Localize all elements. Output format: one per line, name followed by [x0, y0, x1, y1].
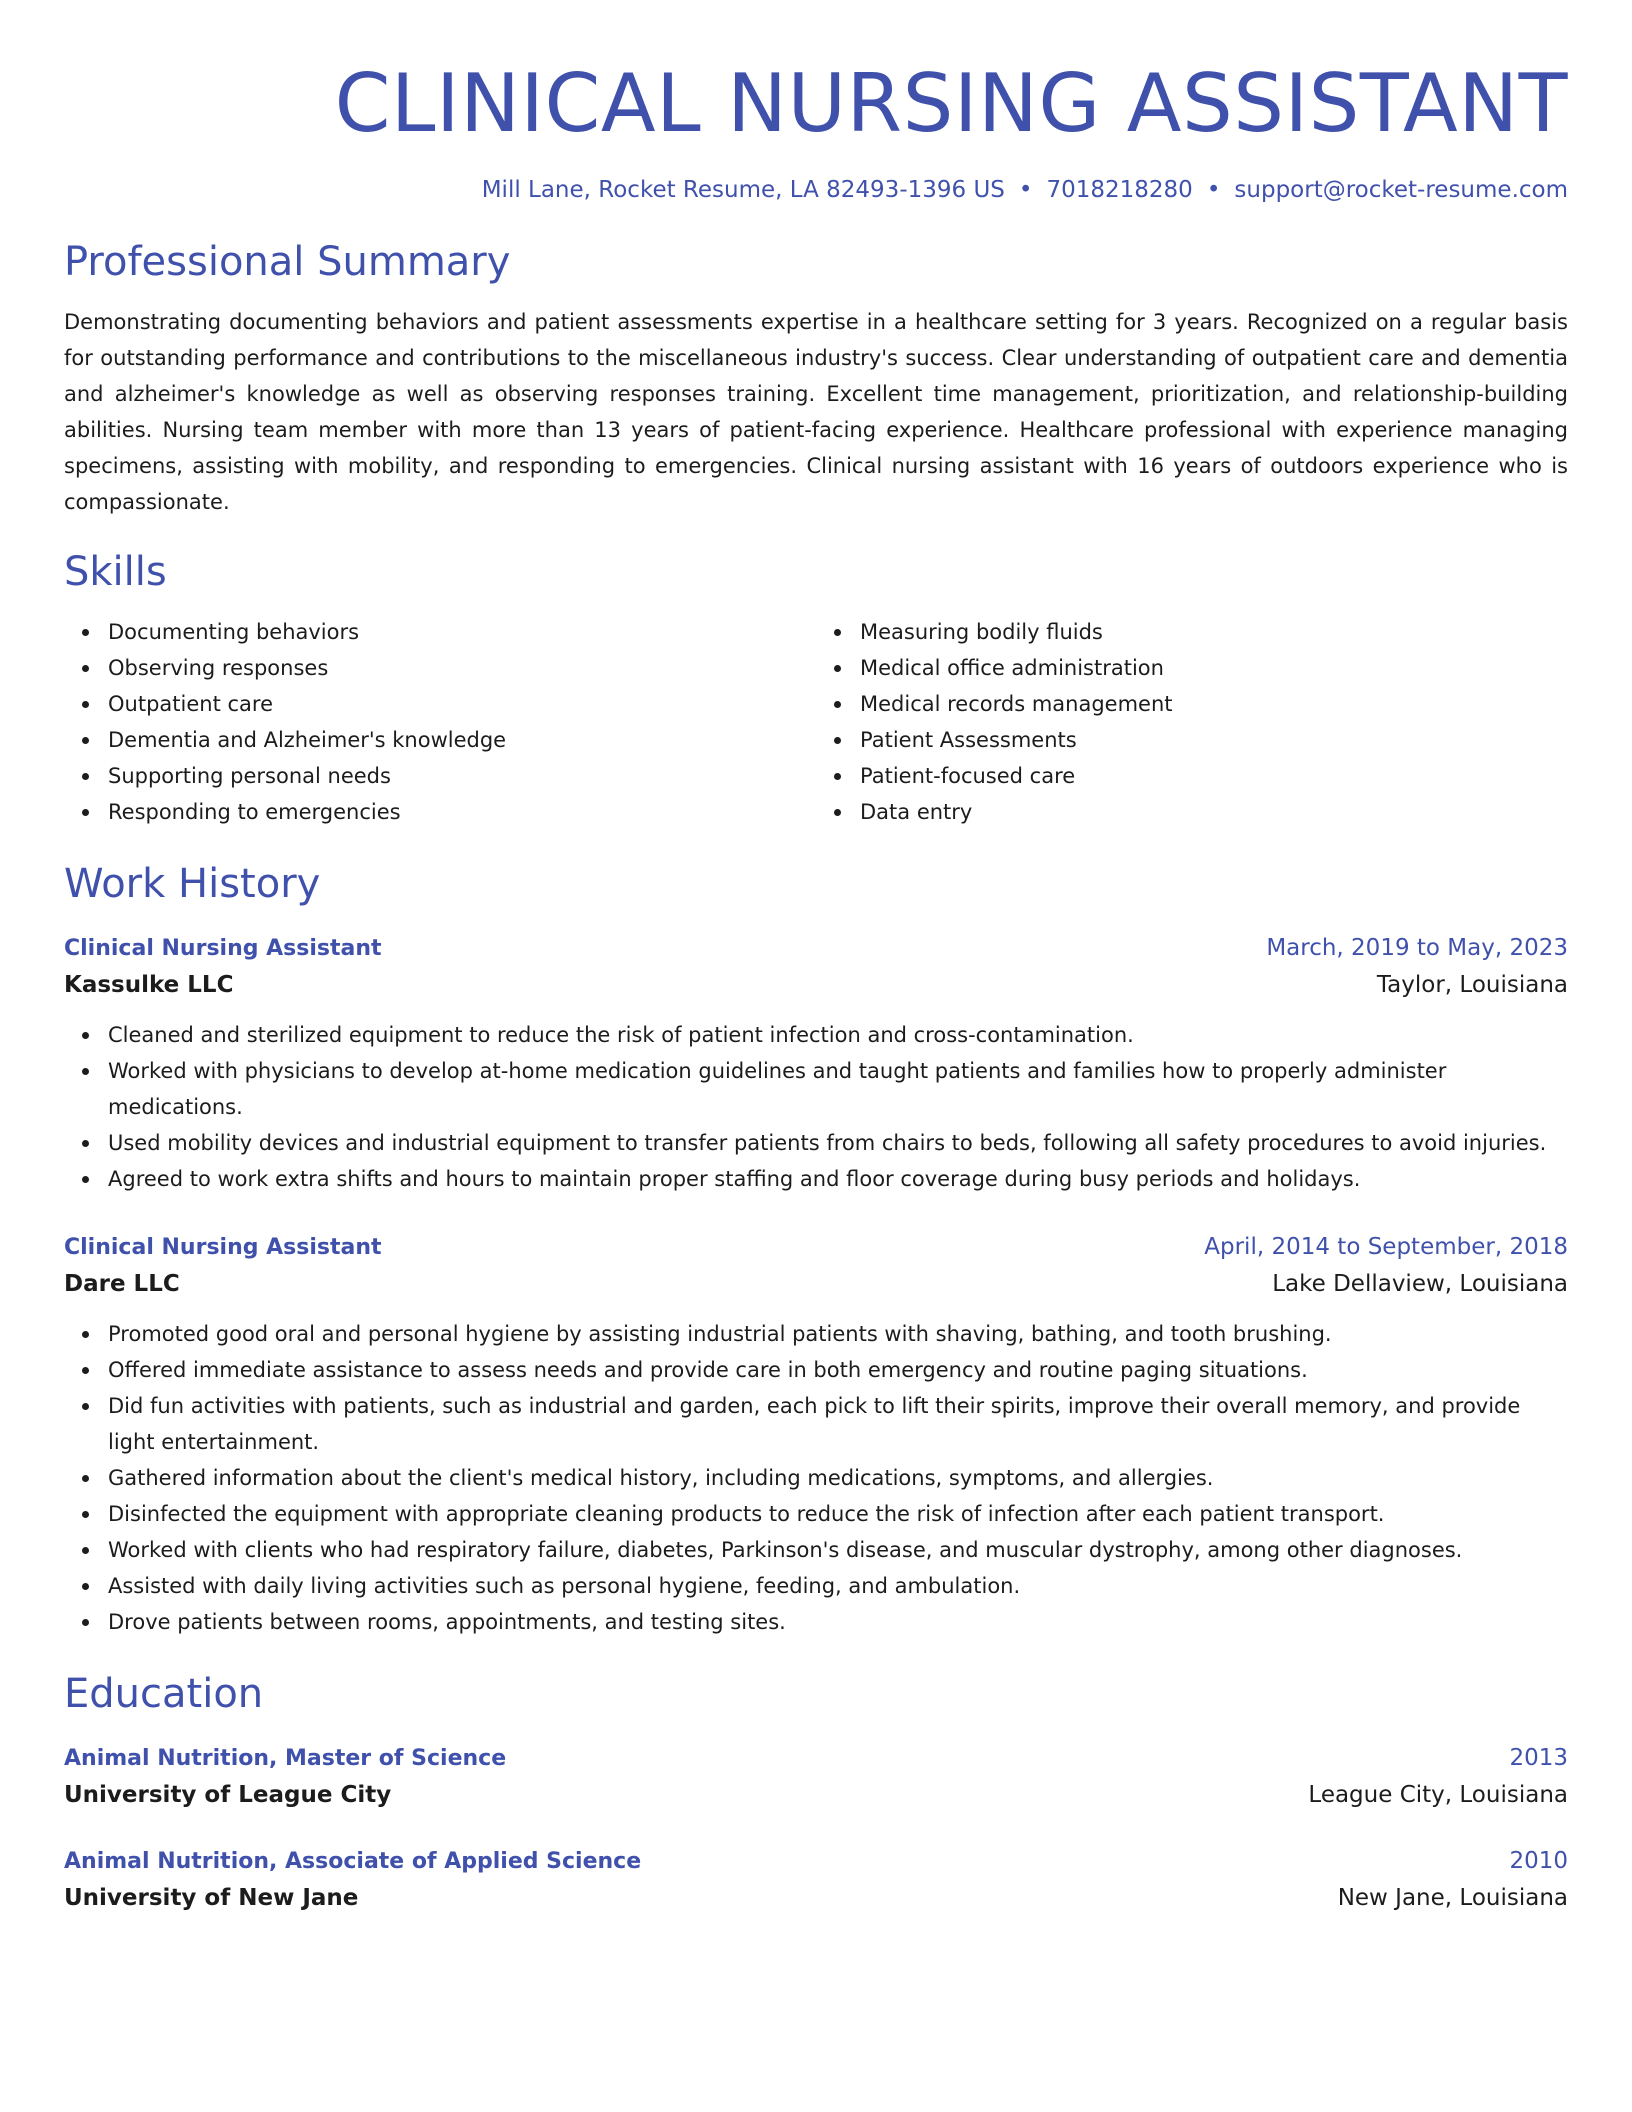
education-entry — [64, 1845, 1568, 1918]
education-entry — [64, 1742, 1568, 1815]
job-title: Clinical Nursing Assistant — [64, 936, 382, 961]
skills-column-right — [816, 614, 1568, 830]
contact-phone: 7018218280 — [1046, 177, 1193, 203]
contact-line — [64, 174, 1568, 206]
skills-heading: Skills — [64, 549, 167, 595]
duty-item: Cleaned and sterilized equipment to reduce the risk of patient infection and cross-contamination. — [108, 1017, 1568, 1053]
duty-item: Promoted good oral and personal hygiene by assisting industrial patients with shaving, bathing, and tooth brushing. — [108, 1316, 1568, 1352]
skill-item: Data entry — [860, 794, 1568, 830]
duty-item: Offered immediate assistance to assess needs and provide care in both emergency and routine paging situations. — [108, 1352, 1568, 1388]
company-name: Dare LLC — [64, 1271, 180, 1297]
contact-separator: • — [1018, 177, 1033, 203]
skill-item: Medical office administration — [860, 650, 1568, 686]
skills-list — [64, 614, 1568, 830]
summary-text: Demonstrating documenting behaviors and patient assessments expertise in a healthcare setting for 3 years. Recognized on a regular basis for outstanding performance and contributions to the miscellaneous industry's success. Clear understanding of outpatient care and dementia and alzheimer's knowledge as well as observing responses training. Excellent time management, prioritization, and relationship-building abilities. Nursing team member with more than 13 years of patient-facing experience. Healthcare professional with experience managing specimens, assisting with mobility, and responding to emergencies. Clinical nursing assistant with 16 years of outdoors experience who is compassionate. — [64, 310, 1568, 514]
job-location: Lake Dellaview, Louisiana — [1272, 1271, 1568, 1297]
skill-item: Measuring bodily fluids — [860, 614, 1568, 650]
graduation-year: 2010 — [1509, 1848, 1568, 1874]
summary-heading: Professional Summary — [64, 239, 511, 285]
job-dates: April, 2014 to September, 2018 — [1204, 1234, 1568, 1260]
duty-item: Worked with physicians to develop at-home medication guidelines and taught patients and families how to properly administer medications. — [108, 1053, 1568, 1125]
skill-item: Observing responses — [108, 650, 816, 686]
company-name: Kassulke LLC — [64, 972, 234, 998]
skill-item: Documenting behaviors — [108, 614, 816, 650]
contact-address: Mill Lane, Rocket Resume, LA 82493-1396 US — [481, 177, 1005, 203]
skill-item: Responding to emergencies — [108, 794, 816, 830]
duty-item: Worked with clients who had respiratory failure, diabetes, Parkinson's disease, and muscular dystrophy, among other diagnoses. — [108, 1532, 1568, 1568]
skill-item: Dementia and Alzheimer's knowledge — [108, 722, 816, 758]
duty-item: Agreed to work extra shifts and hours to maintain proper staffing and floor coverage during busy periods and holidays. — [108, 1161, 1568, 1197]
job-duties — [64, 1316, 1568, 1640]
job-dates: March, 2019 to May, 2023 — [1266, 935, 1568, 961]
duty-item: Gathered information about the client's medical history, including medications, symptoms, and allergies. — [108, 1460, 1568, 1496]
graduation-year: 2013 — [1509, 1745, 1568, 1771]
job-duties — [64, 1017, 1568, 1197]
degree-name: Animal Nutrition, Master of Science — [64, 1746, 507, 1771]
contact-email: support@rocket-resume.com — [1234, 177, 1568, 203]
school-name: University of New Jane — [64, 1885, 359, 1911]
job-location: Taylor, Louisiana — [1376, 972, 1568, 998]
work-history-heading: Work History — [64, 861, 321, 907]
skill-item: Medical records management — [860, 686, 1568, 722]
skills-column-left — [64, 614, 816, 830]
skill-item: Supporting personal needs — [108, 758, 816, 794]
duty-item: Did fun activities with patients, such as industrial and garden, each pick to lift their spirits, improve their overall memory, and provide light entertainment. — [108, 1388, 1568, 1460]
resume-title: CLINICAL NURSING ASSISTANT — [334, 57, 1568, 150]
duty-item: Disinfected the equipment with appropriate cleaning products to reduce the risk of infection after each patient transport. — [108, 1496, 1568, 1532]
duty-item: Drove patients between rooms, appointments, and testing sites. — [108, 1604, 1568, 1640]
contact-separator: • — [1206, 177, 1221, 203]
job-title: Clinical Nursing Assistant — [64, 1235, 382, 1260]
duty-item: Used mobility devices and industrial equipment to transfer patients from chairs to beds, following all safety procedures to avoid injuries. — [108, 1125, 1568, 1161]
school-location: League City, Louisiana — [1308, 1782, 1568, 1808]
skill-item: Patient Assessments — [860, 722, 1568, 758]
education-heading: Education — [64, 1671, 264, 1717]
job-entry — [64, 932, 1568, 1197]
school-location: New Jane, Louisiana — [1337, 1885, 1568, 1911]
skill-item: Outpatient care — [108, 686, 816, 722]
job-entry — [64, 1231, 1568, 1640]
duty-item: Assisted with daily living activities such as personal hygiene, feeding, and ambulation. — [108, 1568, 1568, 1604]
school-name: University of League City — [64, 1782, 392, 1808]
skill-item: Patient-focused care — [860, 758, 1568, 794]
degree-name: Animal Nutrition, Associate of Applied Science — [64, 1849, 642, 1874]
